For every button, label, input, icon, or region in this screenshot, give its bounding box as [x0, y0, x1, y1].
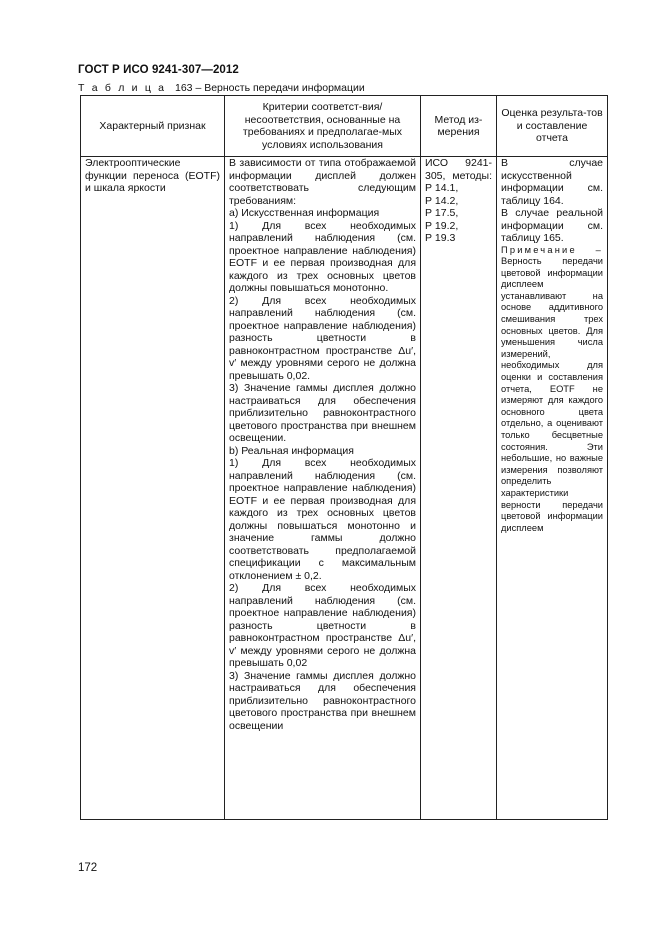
document-header: ГОСТ Р ИСО 9241-307—2012	[78, 64, 239, 76]
col-header-method: Метод из-мерения	[421, 96, 497, 157]
requirements-table	[80, 95, 608, 820]
criteria-cell	[225, 157, 421, 820]
method-cell	[421, 157, 497, 820]
evaluation-artificial: В случае искусственной информации см. таблицу 164.	[501, 157, 603, 207]
caption-number: 163	[174, 82, 193, 94]
caption-title: – Верность передачи информации	[195, 82, 365, 94]
table-caption	[78, 82, 365, 94]
method-line: ИСО 9241-305, методы: Р 14.1,	[425, 157, 492, 194]
criteria-a-heading: a) Искусственная информация	[229, 207, 380, 219]
method-line: Р 19.2,	[425, 219, 459, 232]
criteria-a3: 3) Значение гаммы дисплея должно настраиваться для обеспечения приблизительно равноконтрастного цветового пространства при внешнем освещении.	[229, 382, 416, 444]
criteria-intro: В зависимости от типа отображаемой информации дисплей должен соответствовать следующим требованиям:	[229, 157, 416, 207]
feature-text: Электрооптические функции переноса (EOTF) и шкала яркости	[85, 157, 220, 194]
criteria-b1: 1) Для всех необходимых направлений наблюдения (см. проектное направление наблюдения) EOTF и ее первая производная для каждого из трех основных цветов должны повышаться монотонно и значение гаммы должно соответствовать предполагаемой спецификации с максимальным отклонением ± 0,2.	[229, 457, 416, 582]
feature-cell	[81, 157, 225, 820]
criteria-b3: 3) Значение гаммы дисплея должно настраиваться для обеспечения приблизительно равноконтрастного цветового пространства при внешнем освещении	[229, 669, 416, 732]
col-header-feature: Характерный признак	[81, 96, 225, 157]
table-header-row	[81, 96, 608, 157]
evaluation-note	[501, 245, 603, 535]
note-label: Примечание –	[501, 244, 603, 255]
col-header-evaluation: Оценка результа-тов и составление отчета	[497, 96, 608, 157]
table-row	[81, 157, 608, 820]
criteria-a1: 1) Для всех необходимых направлений наблюдения (см. проектное направление наблюдения) EOTF и ее первая производная для каждого из трех основных цветов должны повышаться монотонно.	[229, 219, 416, 294]
criteria-a2: 2) Для всех необходимых направлений наблюдения (см. проектное направление наблюдения) разность цветности в равноконтрастном пространстве Δu′, v′ между уровнями серого не должна превышать 0,02.	[229, 294, 416, 382]
evaluation-cell	[497, 157, 608, 820]
method-line: Р 14.2,	[425, 194, 459, 207]
page-number: 172	[78, 862, 98, 874]
evaluation-real: В случае реальной информации см. таблицу 165.	[501, 207, 603, 244]
col-header-criteria: Критерии соответст-вия/несоответствия, основанные на требованиях и предполагае-мых условиях использования	[225, 96, 421, 157]
criteria-b-heading: b) Реальная информация	[229, 444, 354, 457]
caption-prefix: Т а б л и ц а	[78, 82, 167, 94]
criteria-b2: 2) Для всех необходимых направлений наблюдения (см. проектное направление наблюдения) разность цветности в равноконтрастном пространстве Δu′, v′ между уровнями серого не должна превышать 0,02	[229, 582, 416, 669]
method-line: Р 17.5,	[425, 207, 459, 219]
method-line: Р 19.3	[425, 232, 456, 244]
note-text: Верность передачи цветовой информации дисплеем устанавливают на основе аддитивного смешивания трех основных цветов. Для уменьшения числа измерений, необходимых для оценки и составления отчета, EOTF не измеряют для каждого основного цвета отдельно, а оценивают только бесцветные состояния. Эти небольшие, но важные измерения позволяют определить характеристики верности передачи цветовой информации дисплеем	[501, 256, 603, 533]
